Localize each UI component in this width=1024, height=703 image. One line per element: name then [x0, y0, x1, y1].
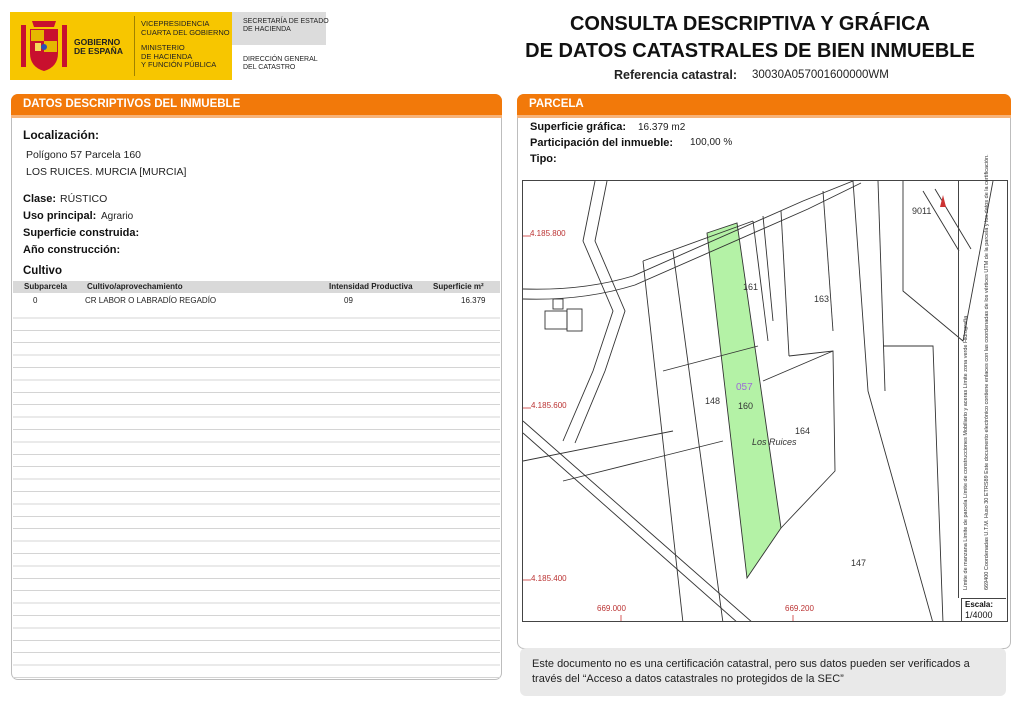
map-legend-note: 669400 Coordenadas U.T.M. Huso 30 ETRS89 Este documento electrónico contiene enlaces con las coordenadas de los vértices UTM de la parcela y los datos de la certificación.	[984, 154, 990, 590]
superficie-grafica-label: Superficie gráfica:	[530, 121, 626, 133]
cell-cultivo: CR LABOR O LABRADÍO REGADÍO	[85, 296, 217, 305]
participacion-label: Participación del inmueble:	[530, 137, 674, 149]
localizacion-line2: LOS RUICES. MURCIA [MURCIA]	[26, 166, 187, 178]
vicepresidencia-text: VICEPRESIDENCIA CUARTA DEL GOBIERNO	[141, 19, 230, 37]
localizacion-line1: Polígono 57 Parcela 160	[26, 149, 142, 161]
parcel-label: 160	[738, 401, 754, 411]
poligono-label: 057	[736, 382, 753, 393]
col-superficie: Superficie m²	[433, 282, 484, 291]
parcel-label: 9011	[912, 206, 932, 216]
paraje-label: Los Ruices	[752, 437, 797, 447]
empty-table-rows	[13, 306, 500, 678]
page-title: CONSULTA DESCRIPTIVA Y GRÁFICA DE DATOS CATASTRALES DE BIEN INMUEBLE	[525, 13, 975, 62]
ref-catastral-value: 30030A057001600000WM	[752, 69, 889, 81]
ref-catastral-label: Referencia catastral:	[614, 68, 737, 82]
parcel-label: 164	[795, 426, 811, 436]
parcel-label: 147	[851, 558, 867, 568]
cultivo-title: Cultivo	[23, 265, 62, 277]
parcel-label: 161	[743, 282, 759, 292]
y-coord-label: 4.185.600	[531, 401, 567, 410]
col-cultivo: Cultivo/aprovechamiento	[87, 282, 183, 291]
scale-label: Escala:	[965, 600, 994, 609]
tipo-label: Tipo:	[530, 153, 557, 165]
parcela-heading: PARCELA	[517, 94, 1011, 115]
clase-value: RÚSTICO	[60, 193, 108, 205]
datos-descriptivos-heading: DATOS DESCRIPTIVOS DEL INMUEBLE	[11, 94, 502, 115]
clase-label: Clase:	[23, 193, 57, 205]
y-coord-label: 4.185.400	[531, 574, 567, 583]
direccion-text: DIRECCIÓN GENERAL DEL CATASTRO	[243, 56, 318, 71]
participacion-value: 100,00 %	[690, 137, 733, 148]
parcel-label: 163	[814, 294, 830, 304]
col-subparcela: Subparcela	[24, 282, 68, 291]
col-intensidad: Intensidad Productiva	[329, 282, 413, 291]
cell-subparcela: 0	[33, 296, 38, 305]
gov-name: GOBIERNO DE ESPAÑA	[74, 37, 123, 56]
parcel-label: 148	[705, 396, 721, 406]
cell-superficie: 16.379	[461, 296, 486, 305]
map-legend: Límite de manzana Límite de parcela Límite de construcciones Mobiliario y aceras Límite zona verde Hidrografía	[963, 315, 969, 590]
government-banner	[10, 12, 232, 80]
cultivo-table-header	[13, 281, 500, 293]
uso-principal-value: Agrario	[101, 211, 134, 222]
anio-construccion-label: Año construcción:	[23, 244, 121, 256]
x-coord-label: 669.000	[597, 604, 626, 613]
north-arrow	[940, 195, 946, 207]
secretaria-text: SECRETARÍA DE ESTADO DE HACIENDA	[243, 18, 329, 33]
cell-intensidad: 09	[344, 296, 353, 305]
footer-note: Este documento no es una certificación catastral, pero sus datos pueden ser verificados a través del “Acceso a datos catastrales no protegidos de la SEC”	[532, 658, 970, 685]
ministerio-text: MINISTERIO DE HACIENDA Y FUNCIÓN PÚBLICA	[141, 43, 217, 69]
superficie-grafica-value: 16.379 m2	[638, 122, 686, 133]
y-coord-label: 4.185.800	[530, 229, 566, 238]
table-row	[13, 295, 500, 306]
scale-value: 1/4000	[965, 610, 993, 620]
legend-divider	[958, 181, 959, 598]
localizacion-label: Localización:	[23, 128, 100, 142]
uso-principal-label: Uso principal:	[23, 210, 97, 222]
x-coord-label: 669.200	[785, 604, 814, 613]
superficie-construida-label: Superficie construida:	[23, 227, 140, 239]
banner-divider	[134, 16, 135, 76]
coat-of-arms-icon	[18, 17, 70, 75]
